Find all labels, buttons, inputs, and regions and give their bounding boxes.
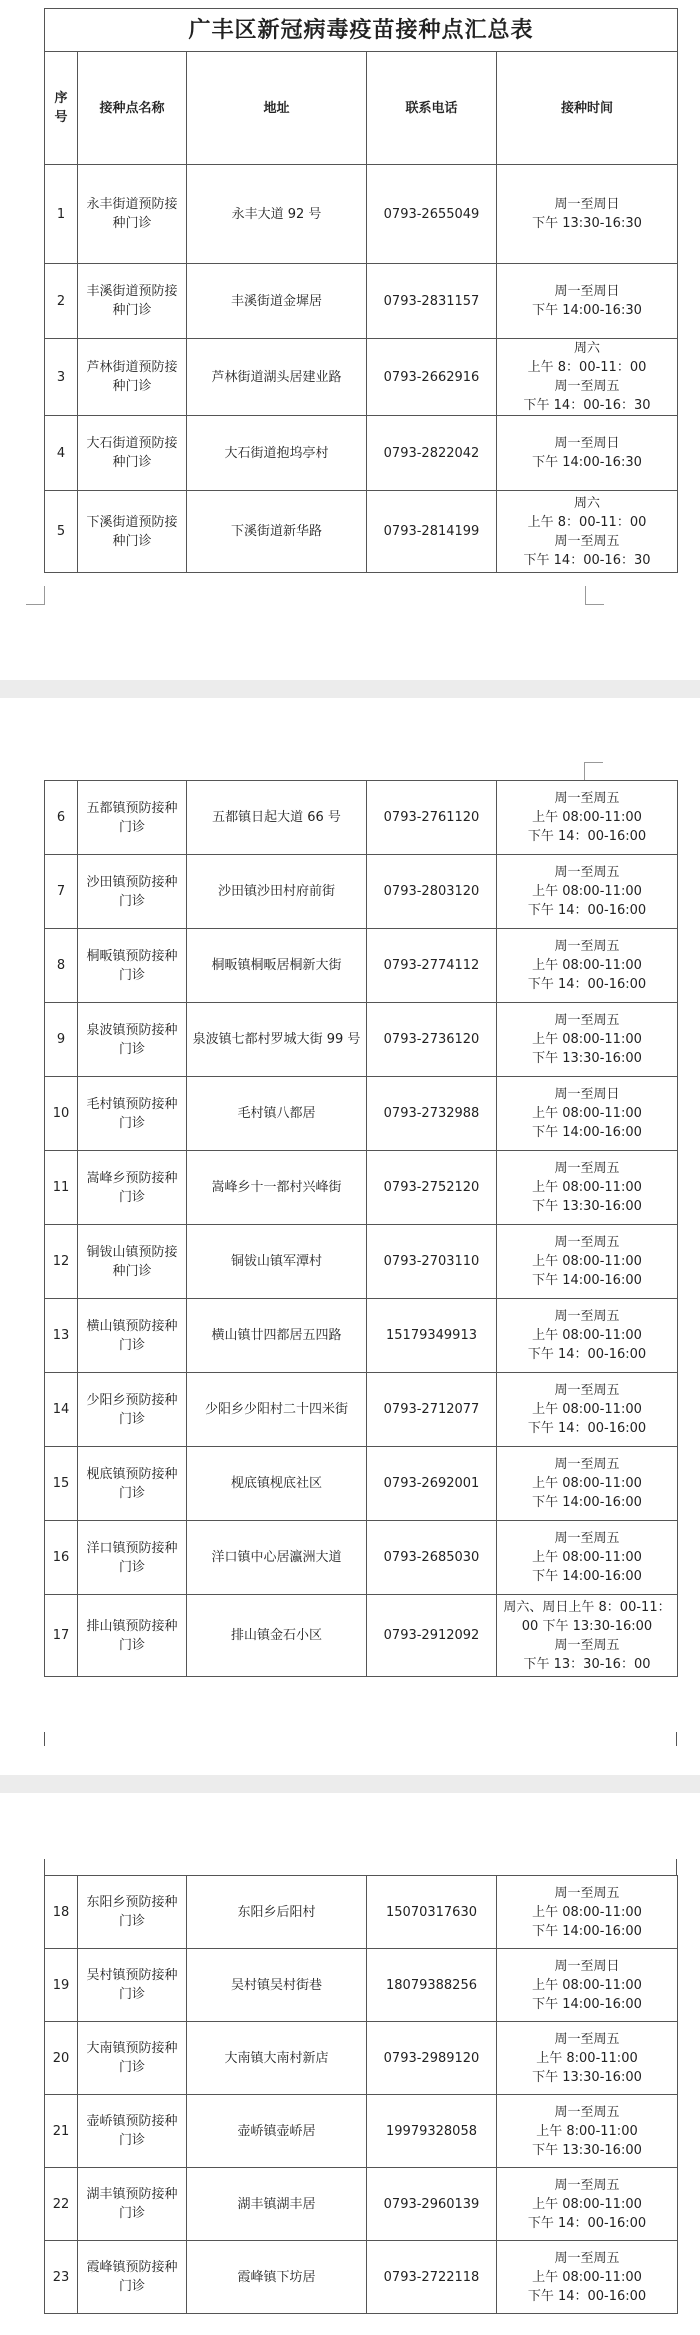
table-row: [45, 1299, 678, 1373]
document-page-1: [0, 0, 700, 680]
clinic-hours-line: 周一至周五: [554, 1309, 620, 1324]
clinic-hours-line: 00 下午 13:30-16:00: [521, 1618, 653, 1634]
clinic-name: 吴村镇预防接种门诊: [78, 1949, 187, 2022]
clinic-hours-line: 上午 08:00-11:00: [532, 884, 642, 899]
clinic-address: 大石街道抱坞亭村: [187, 416, 367, 491]
clinic-hours: [497, 1003, 678, 1077]
clinic-hours-line: 周一至周五: [554, 791, 620, 806]
clinic-hours-line: 下午 14：00-16：30: [523, 398, 651, 413]
clinic-hours-line: 上午 08:00-11:00: [532, 1328, 642, 1343]
table-row: [45, 1077, 678, 1151]
row-number: 15: [45, 1447, 78, 1521]
clinic-hours-line: 周一至周日: [554, 1958, 620, 1974]
clinic-hours-line: 下午 14:00-16:00: [532, 1125, 642, 1140]
clinic-hours-line: 周一至周五: [554, 1637, 620, 1653]
row-number: 3: [45, 339, 78, 416]
clinic-address: 丰溪街道金墀居: [187, 264, 367, 339]
clinic-address: 东阳乡后阳村: [187, 1876, 367, 1949]
clinic-hours: [497, 1521, 678, 1595]
clinic-phone: 0793-2989120: [367, 2022, 497, 2095]
table-row: [45, 2168, 678, 2241]
page-gap-2: [0, 1775, 700, 1793]
clinic-phone: 0793-2722118: [367, 2241, 497, 2314]
clinic-address: 永丰大道 92 号: [187, 165, 367, 264]
clinic-name: 大石街道预防接种门诊: [78, 416, 187, 491]
clinic-hours: [497, 1077, 678, 1151]
clinic-hours-line: 上午 08:00-11:00: [532, 1904, 642, 1920]
row-number: 5: [45, 491, 78, 573]
table-row: [45, 165, 678, 264]
clinic-phone: 0793-2761120: [367, 781, 497, 855]
clinic-hours-line: 下午 14：00-16:00: [527, 2288, 647, 2304]
document-page-3: [0, 1793, 700, 2335]
clinic-name: 壶峤镇预防接种门诊: [78, 2095, 187, 2168]
clinic-name: 铜钹山镇预防接种门诊: [78, 1225, 187, 1299]
clinic-hours-line: 下午 14:00-16:00: [532, 1273, 642, 1288]
clinic-name: 泉波镇预防接种门诊: [78, 1003, 187, 1077]
clinic-name: 霞峰镇预防接种门诊: [78, 2241, 187, 2314]
clinic-name: 枧底镇预防接种门诊: [78, 1447, 187, 1521]
clinic-hours-line: 周一至周日: [554, 1087, 620, 1102]
row-number: 16: [45, 1521, 78, 1595]
clinic-hours: [497, 855, 678, 929]
row-number: 10: [45, 1077, 78, 1151]
clinic-name: 桐畈镇预防接种门诊: [78, 929, 187, 1003]
clinic-hours-line: 周一至周五: [554, 2104, 620, 2120]
clinic-hours: [497, 165, 678, 264]
clinic-name: 下溪街道预防接种门诊: [78, 491, 187, 573]
clinic-hours-line: 周一至周五: [554, 865, 620, 880]
clinic-hours: [497, 339, 678, 416]
clinic-hours-line: 周一至周五: [554, 1161, 620, 1176]
clinic-name: 芦林街道预防接种门诊: [78, 339, 187, 416]
table-row: [45, 2022, 678, 2095]
clinic-hours-line: 下午 14：00-16:00: [527, 977, 647, 992]
clinic-address: 壶峤镇壶峤居: [187, 2095, 367, 2168]
table-row: [45, 339, 678, 416]
clinic-hours: [497, 2095, 678, 2168]
clinic-address: 毛村镇八都居: [187, 1077, 367, 1151]
clinic-phone: 0793-2692001: [367, 1447, 497, 1521]
clinic-address: 枧底镇枧底社区: [187, 1447, 367, 1521]
clinic-hours-line: 上午 8:00-11:00: [536, 2050, 638, 2066]
clinic-hours-line: 下午 14：00-16:00: [527, 903, 647, 918]
table-continuation-mark: [676, 1859, 677, 1875]
clinic-address: 嵩峰乡十一都村兴峰街: [187, 1151, 367, 1225]
clinic-phone: 0793-2752120: [367, 1151, 497, 1225]
clinic-phone: 0793-2732988: [367, 1077, 497, 1151]
clinic-hours-line: 上午 8：00-11：00: [527, 360, 647, 375]
clinic-phone: 19979328058: [367, 2095, 497, 2168]
row-number: 20: [45, 2022, 78, 2095]
clinic-hours-line: 下午 14：00-16:00: [527, 2215, 647, 2231]
clinic-hours-line: 下午 14:00-16:00: [532, 1495, 642, 1510]
clinic-name: 丰溪街道预防接种门诊: [78, 264, 187, 339]
clinic-name: 沙田镇预防接种门诊: [78, 855, 187, 929]
clinic-hours-line: 周一至周五: [554, 2250, 620, 2266]
clinic-hours-line: 下午 13:30-16:00: [532, 1199, 642, 1214]
clinic-address: 沙田镇沙田村府前街: [187, 855, 367, 929]
clinic-hours-line: 周一至周五: [554, 1235, 620, 1250]
clinic-phone: 0793-2831157: [367, 264, 497, 339]
clinic-phone: 0793-2655049: [367, 165, 497, 264]
clinic-hours-line: 上午 08:00-11:00: [532, 1476, 642, 1491]
clinic-name: 永丰街道预防接种门诊: [78, 165, 187, 264]
crop-mark-left: [26, 586, 45, 605]
clinic-hours-line: 下午 13:30-16:00: [532, 1051, 642, 1066]
clinic-phone: 0793-2814199: [367, 491, 497, 573]
row-number: 18: [45, 1876, 78, 1949]
clinic-hours-line: 下午 13：30-16：00: [523, 1656, 651, 1672]
clinic-hours-line: 上午 08:00-11:00: [532, 810, 642, 825]
clinic-phone: 15179349913: [367, 1299, 497, 1373]
clinic-hours-line: 上午 08:00-11:00: [532, 1032, 642, 1047]
clinic-hours: [497, 491, 678, 573]
clinic-hours: [497, 1876, 678, 1949]
table-row: [45, 416, 678, 491]
table-header-row: [45, 52, 678, 165]
clinic-hours-line: 上午 08:00-11:00: [532, 1180, 642, 1195]
table-row: [45, 929, 678, 1003]
clinic-name: 洋口镇预防接种门诊: [78, 1521, 187, 1595]
row-number: 22: [45, 2168, 78, 2241]
clinic-hours-line: 上午 08:00-11:00: [532, 1254, 642, 1269]
clinic-hours-line: 周一至周五: [554, 2031, 620, 2047]
table-row: [45, 1373, 678, 1447]
table-continuation-mark: [44, 1859, 45, 1875]
clinic-hours-line: 上午 08:00-11:00: [532, 958, 642, 973]
clinic-hours: [497, 264, 678, 339]
clinic-hours-line: 下午 14：00-16：30: [523, 552, 651, 568]
table-row: [45, 1151, 678, 1225]
clinic-hours-line: 上午 08:00-11:00: [532, 1550, 642, 1565]
clinic-address: 横山镇廿四都居五四路: [187, 1299, 367, 1373]
clinic-hours-line: 周一至周五: [554, 379, 620, 394]
clinic-hours: [497, 2241, 678, 2314]
clinic-hours-line: 周一至周五: [554, 1531, 620, 1546]
table-row: [45, 1595, 678, 1677]
clinic-hours: [497, 2168, 678, 2241]
header-time: 接种时间: [497, 52, 678, 165]
table-row: [45, 781, 678, 855]
header-phone: 联系电话: [367, 52, 497, 165]
clinic-address: 桐畈镇桐畈居桐新大街: [187, 929, 367, 1003]
crop-mark-top-right: [584, 762, 603, 781]
clinic-address: 铜钹山镇军潭村: [187, 1225, 367, 1299]
clinic-hours-line: 上午 08:00-11:00: [532, 1402, 642, 1417]
clinic-hours-line: 下午 13:30-16:00: [532, 2069, 642, 2085]
vaccination-table-page-3: [44, 1875, 678, 2314]
row-number: 9: [45, 1003, 78, 1077]
clinic-hours: [497, 416, 678, 491]
clinic-hours: [497, 1373, 678, 1447]
clinic-phone: 0793-2803120: [367, 855, 497, 929]
table-row: [45, 1225, 678, 1299]
clinic-hours-line: 周一至周日: [554, 197, 620, 212]
clinic-hours: [497, 1151, 678, 1225]
table-row: [45, 1876, 678, 1949]
clinic-hours-line: 下午 13:30-16:00: [532, 2142, 642, 2158]
clinic-phone: 0793-2960139: [367, 2168, 497, 2241]
clinic-name: 嵩峰乡预防接种门诊: [78, 1151, 187, 1225]
row-number: 1: [45, 165, 78, 264]
row-number: 7: [45, 855, 78, 929]
clinic-hours: [497, 1447, 678, 1521]
document-page-2: [0, 698, 700, 1775]
row-number: 19: [45, 1949, 78, 2022]
row-number: 23: [45, 2241, 78, 2314]
table-row: [45, 2095, 678, 2168]
table-row: [45, 1949, 678, 2022]
clinic-phone: 0793-2822042: [367, 416, 497, 491]
clinic-phone: 0793-2912092: [367, 1595, 497, 1677]
table-row: [45, 491, 678, 573]
clinic-phone: 0793-2662916: [367, 339, 497, 416]
clinic-hours-line: 周一至周五: [554, 1885, 620, 1901]
table-row: [45, 264, 678, 339]
row-number: 17: [45, 1595, 78, 1677]
clinic-hours-line: 周六: [574, 341, 601, 356]
clinic-name: 东阳乡预防接种门诊: [78, 1876, 187, 1949]
clinic-hours: [497, 1299, 678, 1373]
clinic-hours: [497, 1225, 678, 1299]
header-address: 地址: [187, 52, 367, 165]
clinic-address: 排山镇金石小区: [187, 1595, 367, 1677]
row-number: 13: [45, 1299, 78, 1373]
crop-mark-right: [585, 586, 604, 605]
clinic-hours-line: 周一至周五: [554, 1383, 620, 1398]
table-continuation-mark: [44, 1732, 45, 1746]
row-number: 11: [45, 1151, 78, 1225]
clinic-hours-line: 下午 14:00-16:00: [532, 1923, 642, 1939]
row-number: 2: [45, 264, 78, 339]
row-number: 14: [45, 1373, 78, 1447]
clinic-hours: [497, 929, 678, 1003]
clinic-address: 五都镇日起大道 66 号: [187, 781, 367, 855]
table-row: [45, 855, 678, 929]
table-row: [45, 1447, 678, 1521]
clinic-hours-line: 上午 8：00-11：00: [527, 514, 647, 530]
clinic-hours-line: 上午 8:00-11:00: [536, 2123, 638, 2139]
clinic-hours-line: 周一至周日: [554, 284, 620, 299]
clinic-address: 洋口镇中心居瀛洲大道: [187, 1521, 367, 1595]
clinic-address: 吴村镇吴村街巷: [187, 1949, 367, 2022]
clinic-phone: 0793-2736120: [367, 1003, 497, 1077]
clinic-name: 大南镇预防接种门诊: [78, 2022, 187, 2095]
clinic-address: 泉波镇七都村罗城大街 99 号: [187, 1003, 367, 1077]
clinic-phone: 15070317630: [367, 1876, 497, 1949]
clinic-hours: [497, 1595, 678, 1677]
clinic-hours-line: 周一至周五: [554, 1457, 620, 1472]
clinic-hours-line: 下午 14:00-16:30: [532, 303, 642, 318]
clinic-hours-line: 下午 14：00-16:00: [527, 1347, 647, 1362]
row-number: 12: [45, 1225, 78, 1299]
clinic-name: 排山镇预防接种门诊: [78, 1595, 187, 1677]
table-row: [45, 1521, 678, 1595]
table-title: 广丰区新冠病毒疫苗接种点汇总表: [45, 9, 678, 52]
clinic-hours-line: 下午 14:00-16:00: [532, 1996, 642, 2012]
row-number: 8: [45, 929, 78, 1003]
clinic-address: 湖丰镇湖丰居: [187, 2168, 367, 2241]
table-row: [45, 2241, 678, 2314]
row-number: 4: [45, 416, 78, 491]
clinic-name: 少阳乡预防接种门诊: [78, 1373, 187, 1447]
clinic-hours-line: 上午 08:00-11:00: [532, 1106, 642, 1121]
clinic-hours: [497, 2022, 678, 2095]
clinic-hours-line: 周一至周五: [554, 2177, 620, 2193]
clinic-hours-line: 周一至周日: [554, 436, 620, 451]
table-row: [45, 1003, 678, 1077]
header-no-line2: 号: [54, 110, 68, 125]
clinic-hours-line: 下午 13:30-16:30: [532, 216, 642, 231]
header-no-line1: 序: [54, 91, 68, 106]
clinic-hours-line: 下午 14:00-16:00: [532, 1569, 642, 1584]
clinic-phone: 0793-2712077: [367, 1373, 497, 1447]
clinic-address: 大南镇大南村新店: [187, 2022, 367, 2095]
clinic-phone: 0793-2685030: [367, 1521, 497, 1595]
clinic-hours-line: 周一至周五: [554, 1013, 620, 1028]
clinic-name: 五都镇预防接种门诊: [78, 781, 187, 855]
clinic-hours: [497, 1949, 678, 2022]
vaccination-table-page-1: [44, 8, 678, 573]
clinic-hours-line: 下午 14：00-16:00: [527, 1421, 647, 1436]
clinic-hours-line: 下午 14:00-16:30: [532, 455, 642, 470]
table-continuation-mark: [676, 1732, 677, 1746]
clinic-address: 霞峰镇下坊居: [187, 2241, 367, 2314]
clinic-name: 毛村镇预防接种门诊: [78, 1077, 187, 1151]
row-number: 6: [45, 781, 78, 855]
page-gap-1: [0, 680, 700, 698]
header-name: 接种点名称: [78, 52, 187, 165]
clinic-phone: 18079388256: [367, 1949, 497, 2022]
vaccination-table-page-2: [44, 780, 678, 1677]
clinic-hours-line: 上午 08:00-11:00: [532, 1977, 642, 1993]
clinic-address: 芦林街道湖头居建业路: [187, 339, 367, 416]
clinic-phone: 0793-2774112: [367, 929, 497, 1003]
clinic-phone: 0793-2703110: [367, 1225, 497, 1299]
clinic-hours-line: 下午 14：00-16:00: [527, 829, 647, 844]
clinic-hours-line: 上午 08:00-11:00: [532, 2269, 642, 2285]
clinic-name: 横山镇预防接种门诊: [78, 1299, 187, 1373]
clinic-address: 少阳乡少阳村二十四米街: [187, 1373, 367, 1447]
clinic-hours: [497, 781, 678, 855]
clinic-hours-line: 周六: [574, 495, 601, 511]
row-number: 21: [45, 2095, 78, 2168]
clinic-hours-line: 周一至周五: [554, 533, 620, 549]
clinic-hours-line: 上午 08:00-11:00: [532, 2196, 642, 2212]
clinic-name: 湖丰镇预防接种门诊: [78, 2168, 187, 2241]
clinic-address: 下溪街道新华路: [187, 491, 367, 573]
header-no: [45, 52, 78, 165]
clinic-hours-line: 周一至周五: [554, 939, 620, 954]
clinic-hours-line: 周六、周日上午 8：00-11：: [503, 1599, 671, 1615]
